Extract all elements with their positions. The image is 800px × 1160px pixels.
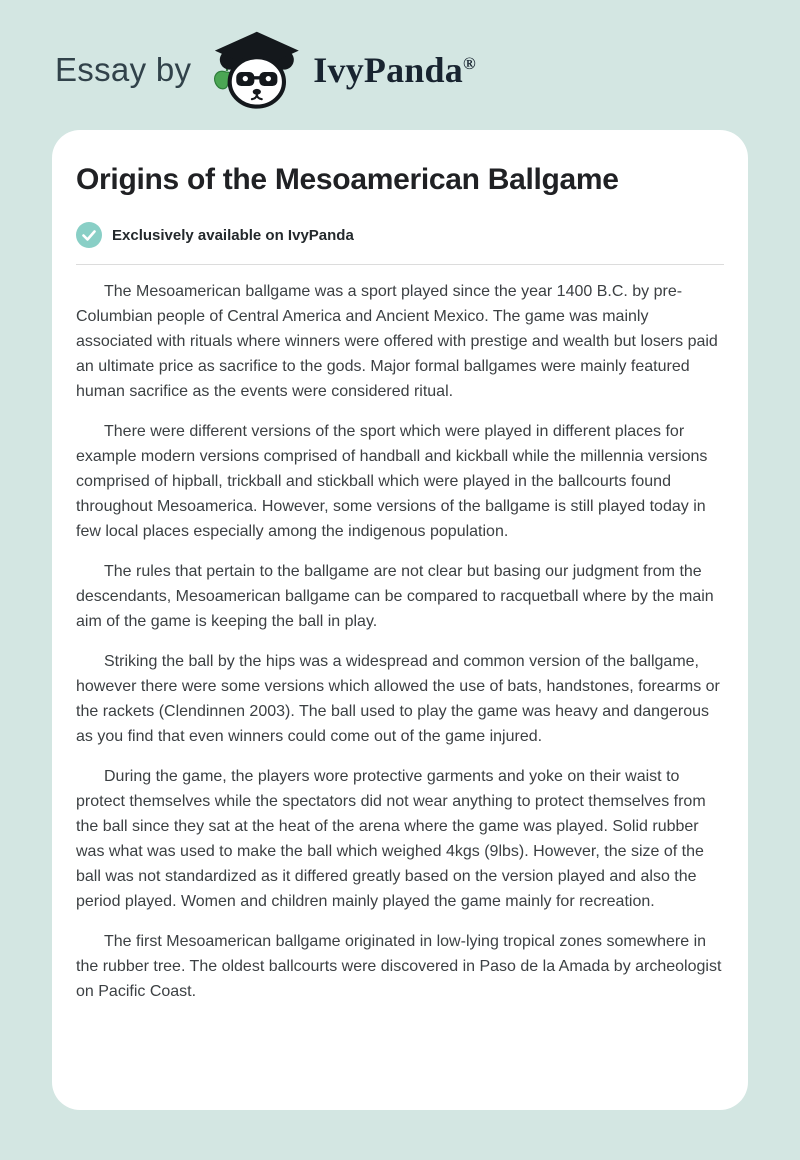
essay-paragraph: The rules that pertain to the ballgame are not clear but basing our judgment from the descendants, Mesoamerican ballgame can be compared to racquetball where by the main aim of the game is keeping the ball in play. xyxy=(76,563,714,630)
ivypanda-panda-logo-icon xyxy=(205,30,307,110)
registered-trademark-symbol: ® xyxy=(462,54,476,73)
page-header xyxy=(0,0,800,110)
essay-paragraph: During the game, the players wore protective garments and yoke on their waist to protect themselves while the spectators did not wear anything to protect themselves from the ball since they sat at the heat of the arena where the game was played. Solid rubber was what was used to make the ball which weighed 4kgs (9lbs). However, the size of the ball was not standardized as it differed greatly based on the version played and also the period played. Women and children mainly played the game mainly for recreation. xyxy=(76,768,706,910)
page-title: Origins of the Mesoamerican Ballgame xyxy=(76,163,619,196)
check-icon xyxy=(76,222,102,248)
essay-paragraph: Striking the ball by the hips was a widespread and common version of the ballgame, however there were some versions which allowed the use of bats, handstones, forearms or the rackets (Clendinnen 2003). The ball used to play the game was heavy and dangerous as you find that even winners could come out of the game injured. xyxy=(76,653,720,745)
brand-name: IvyPanda® xyxy=(313,50,476,90)
essay-paragraph: The first Mesoamerican ballgame originated in low-lying tropical zones somewhere in the rubber tree. The oldest ballcourts were discovered in Paso de la Amada by archeologist on Pacific Coast. xyxy=(76,933,722,1000)
exclusive-badge xyxy=(76,222,724,248)
essay-paragraph: There were different versions of the sport which were played in different places for example modern versions comprised of handball and kickball while the millennia versions comprised of hipball, trickball and stickball which were played in the ballcourts found throughout Mesoamerica. However, some versions of the ballgame is still played today in few local places especially among the indigenous population. xyxy=(76,423,708,540)
exclusive-badge-label: Exclusively available on IvyPanda xyxy=(112,226,354,244)
essay-body xyxy=(76,279,724,1004)
divider xyxy=(76,264,724,265)
essay-paragraph: The Mesoamerican ballgame was a sport played since the year 1400 B.C. by pre-Columbian people of Central America and Ancient Mexico. The game was mainly associated with rituals where winners were offered with prestige and wealth but losers paid an ultimate price as sacrifice to the gods. Major formal ballgames were mainly featured human sacrifice as the events were considered ritual. xyxy=(76,283,718,400)
essay-card xyxy=(52,130,748,1110)
essay-by-label: Essay by xyxy=(55,51,192,88)
